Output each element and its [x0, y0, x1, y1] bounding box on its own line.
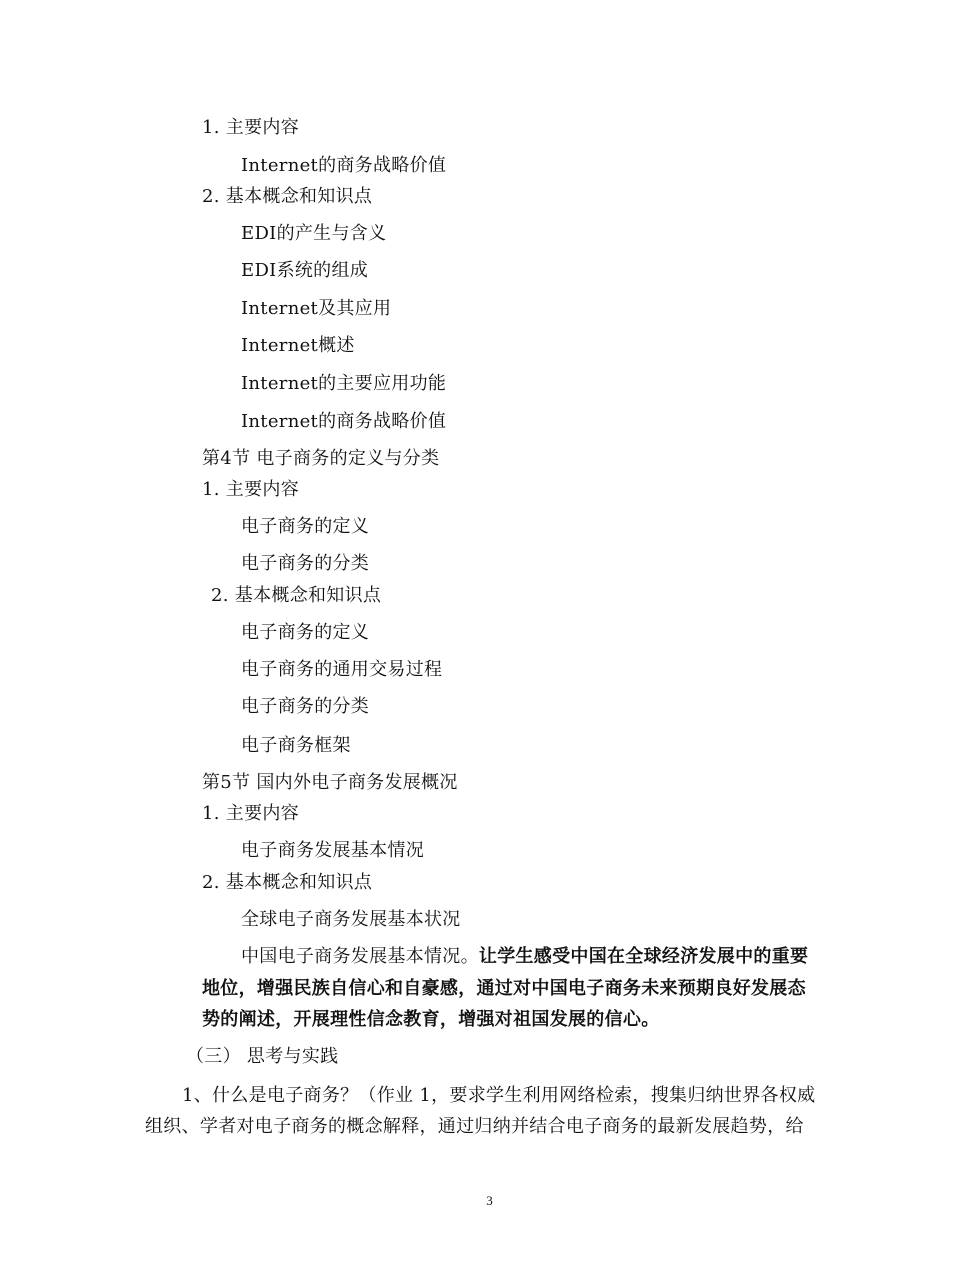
main-content-item: 电子商务的定义: [241, 516, 370, 537]
concepts-heading: 2. 基本概念和知识点: [202, 872, 373, 893]
china-item-emphasis: 让学生感受中国在全球经济发展中的重要: [478, 946, 809, 967]
section-title: 第4节 电子商务的定义与分类: [202, 448, 440, 469]
china-item-plain: 中国电子商务发展基本情况。: [241, 946, 479, 967]
concept-item: EDI系统的组成: [241, 260, 369, 281]
concept-item: 全球电子商务发展基本状况: [241, 909, 461, 930]
concepts-heading: 2. 基本概念和知识点: [202, 186, 373, 207]
main-content-item: 电子商务的分类: [241, 553, 370, 574]
main-content-heading: 1. 主要内容: [202, 117, 299, 138]
concept-item: 电子商务的分类: [241, 696, 370, 717]
main-content-item: 电子商务发展基本情况: [241, 840, 424, 861]
concept-item-china: [241, 946, 808, 968]
main-content-heading: 1. 主要内容: [202, 803, 299, 824]
main-content-item: Internet的商务战略价值: [241, 155, 447, 176]
china-item-emphasis: 地位，增强民族自信心和自豪感，通过对中国电子商务未来预期良好发展态: [202, 978, 806, 999]
concept-item: Internet概述: [241, 335, 355, 356]
china-item-emphasis: 势的阐述，开展理性信念教育，增强对祖国发展的信心。: [202, 1009, 660, 1030]
practice-question: 1、什么是电子商务？（作业 1，要求学生利用网络检索，搜集归纳世界各权威: [182, 1085, 816, 1106]
concept-item: 电子商务的通用交易过程: [241, 659, 443, 680]
concepts-heading: 2. 基本概念和知识点: [211, 585, 382, 606]
practice-heading: （三） 思考与实践: [186, 1046, 339, 1067]
main-content-heading: 1. 主要内容: [202, 479, 299, 500]
section-title: 第5节 国内外电子商务发展概况: [202, 772, 458, 793]
practice-question: 组织、学者对电子商务的概念解释，通过归纳并结合电子商务的最新发展趋势，给: [145, 1116, 804, 1137]
page-number: 3: [486, 1193, 493, 1208]
concept-item: EDI的产生与含义: [241, 223, 387, 244]
concept-item: Internet的主要应用功能: [241, 373, 447, 394]
concept-item: Internet及其应用: [241, 298, 392, 319]
concept-item: Internet的商务战略价值: [241, 411, 447, 432]
concept-item: 电子商务的定义: [241, 622, 370, 643]
concept-item: 电子商务框架: [241, 735, 351, 756]
